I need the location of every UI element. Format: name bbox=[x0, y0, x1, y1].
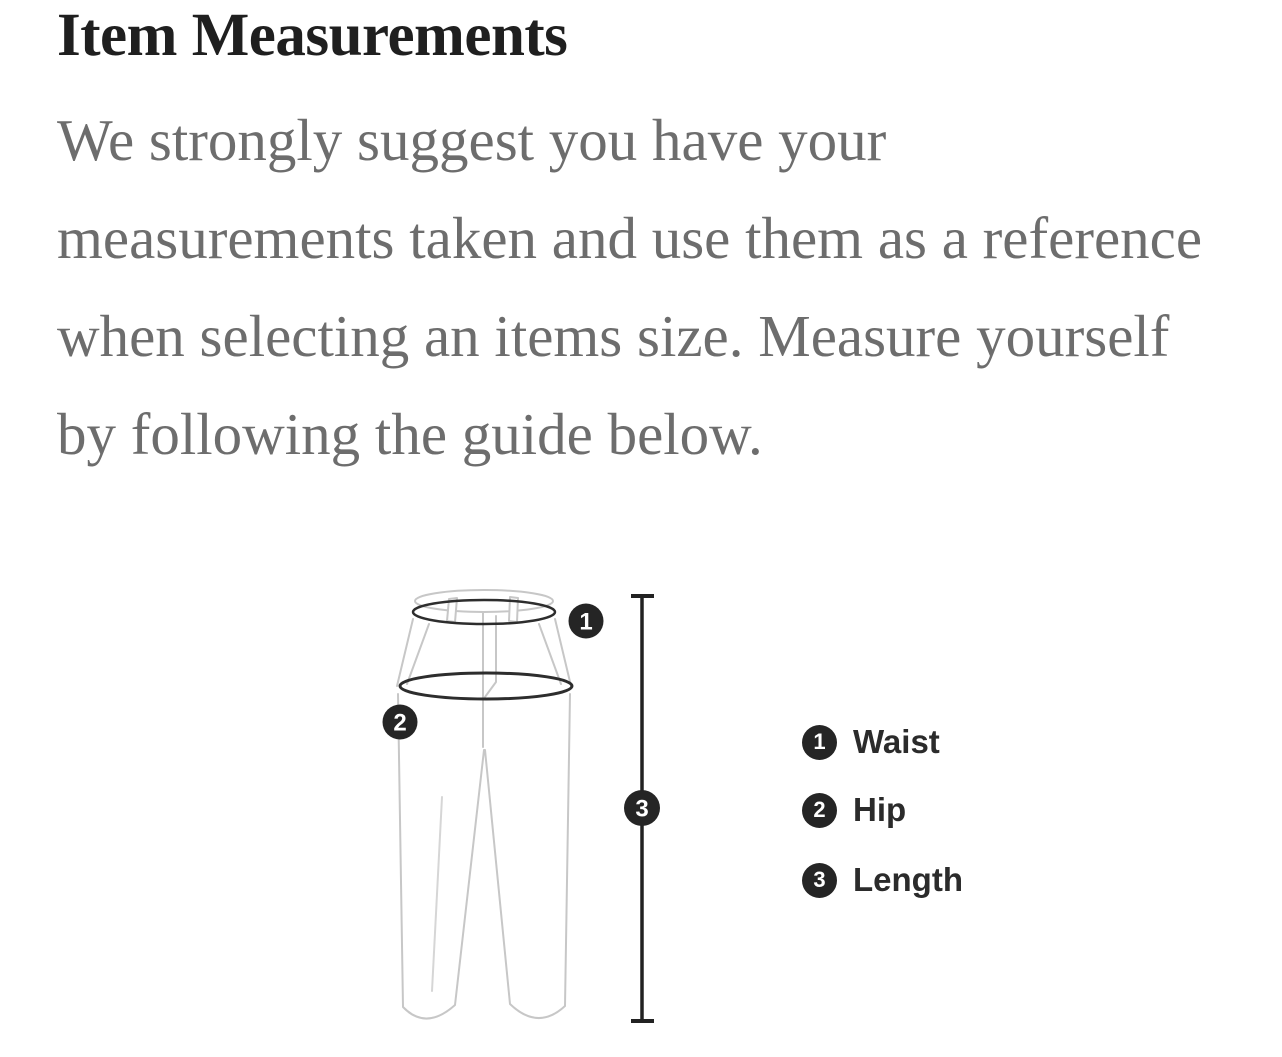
svg-text:1: 1 bbox=[579, 608, 593, 636]
left-leg-outline bbox=[398, 694, 484, 1019]
svg-text:3: 3 bbox=[635, 795, 649, 823]
marker-2-hip bbox=[383, 705, 418, 740]
waist-marker-badge: 1 bbox=[802, 725, 837, 760]
hip-marker-badge: 2 bbox=[802, 793, 837, 828]
right-leg-outline bbox=[485, 694, 570, 1018]
instruction-line: when selecting an items size. Measure yourself bbox=[57, 303, 1170, 369]
length-label: Length bbox=[853, 861, 963, 898]
pants-outline bbox=[397, 590, 571, 1019]
waist-label: Waist bbox=[853, 723, 940, 760]
instruction-line: We strongly suggest you have your bbox=[57, 107, 887, 173]
hip-label: Hip bbox=[853, 791, 907, 828]
legend-item-waist bbox=[802, 724, 940, 760]
legend-item-length bbox=[802, 862, 963, 898]
instruction-line: measurements taken and use them as a reference bbox=[57, 205, 1203, 271]
marker-1-waist bbox=[569, 604, 604, 639]
fly-line bbox=[485, 616, 496, 697]
measurement-legend bbox=[802, 724, 1062, 904]
section-title: Item Measurements bbox=[57, 2, 568, 69]
pants-crease-line bbox=[432, 797, 442, 991]
svg-text:2: 2 bbox=[393, 709, 407, 737]
legend-item-hip bbox=[802, 792, 906, 828]
marker-3-length bbox=[624, 790, 660, 826]
instruction-line: by following the guide below. bbox=[57, 401, 763, 467]
measurement-instructions bbox=[57, 91, 1272, 483]
length-marker-badge: 3 bbox=[802, 863, 837, 898]
